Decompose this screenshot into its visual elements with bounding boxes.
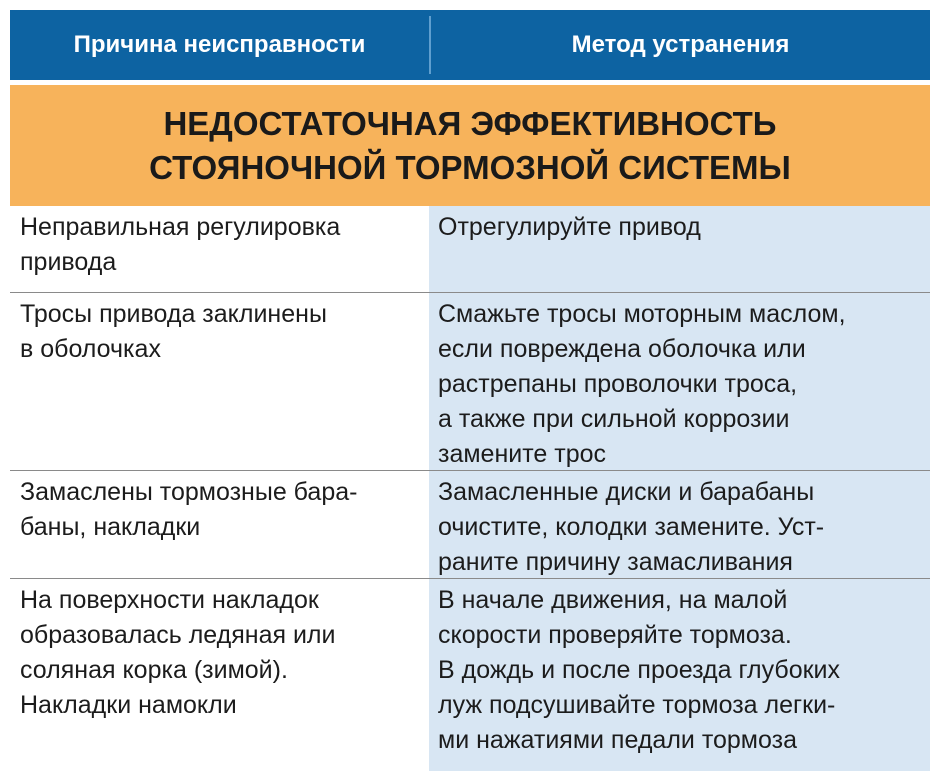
cause-line: Тросы привода заклинены	[20, 300, 327, 328]
table-header	[10, 10, 930, 80]
fix-line: скорости проверяйте тормоза.	[438, 621, 792, 649]
fix-line: Замасленные диски и барабаны	[438, 478, 815, 506]
banner-line-2: СТОЯНОЧНОЙ ТОРМОЗНОЙ СИСТЕМЫ	[149, 148, 791, 186]
fix-line: а также при сильной коррозии	[438, 405, 790, 433]
fix-line: Отрегулируйте привод	[438, 213, 701, 241]
cause-line: баны, накладки	[20, 513, 201, 541]
section-banner	[10, 85, 930, 206]
fix-line: раните причину замасливания	[438, 548, 793, 576]
fix-line: если повреждена оболочка или	[438, 335, 806, 363]
cause-line: в оболочках	[20, 335, 161, 363]
table-row	[10, 206, 930, 293]
table-row	[10, 293, 930, 471]
fix-line: очистите, колодки замените. Уст-	[438, 513, 825, 541]
fix-line: В дождь и после проезда глубоких	[438, 656, 841, 684]
fix-cell	[429, 471, 930, 578]
cause-line: Замаслены тормозные бара-	[20, 478, 358, 506]
fix-line: луж подсушивайте тормоза легки-	[438, 691, 836, 719]
cause-line: На поверхности накладок	[20, 586, 319, 614]
header-fix: Метод устранения	[571, 31, 790, 58]
header-cause: Причина неисправности	[73, 31, 366, 58]
fix-line: растрепаны проволочки троса,	[438, 370, 798, 398]
cause-line: соляная корка (зимой).	[20, 656, 288, 684]
fix-line: В начале движения, на малой	[438, 586, 788, 614]
banner-line-1: НЕДОСТАТОЧНАЯ ЭФФЕКТИВНОСТЬ	[163, 104, 777, 142]
cause-cell	[10, 206, 429, 292]
cause-cell	[10, 579, 429, 771]
table-row	[10, 471, 930, 579]
fix-cell	[429, 579, 930, 771]
fix-line: замените трос	[438, 440, 607, 468]
fix-line: ми нажатиями педали тормоза	[438, 726, 797, 754]
fix-line: Смажьте тросы моторным маслом,	[438, 300, 846, 328]
cause-line: образовалась ледяная или	[20, 621, 336, 649]
fix-cell	[429, 293, 930, 470]
table-row	[10, 579, 930, 771]
cause-cell	[10, 293, 429, 470]
cause-line: Накладки намокли	[20, 691, 237, 719]
cause-cell	[10, 471, 429, 578]
cause-line: Неправильная регулировка	[20, 213, 341, 241]
table-body	[10, 206, 930, 771]
fix-cell	[429, 206, 930, 292]
cause-line: привода	[20, 248, 117, 276]
